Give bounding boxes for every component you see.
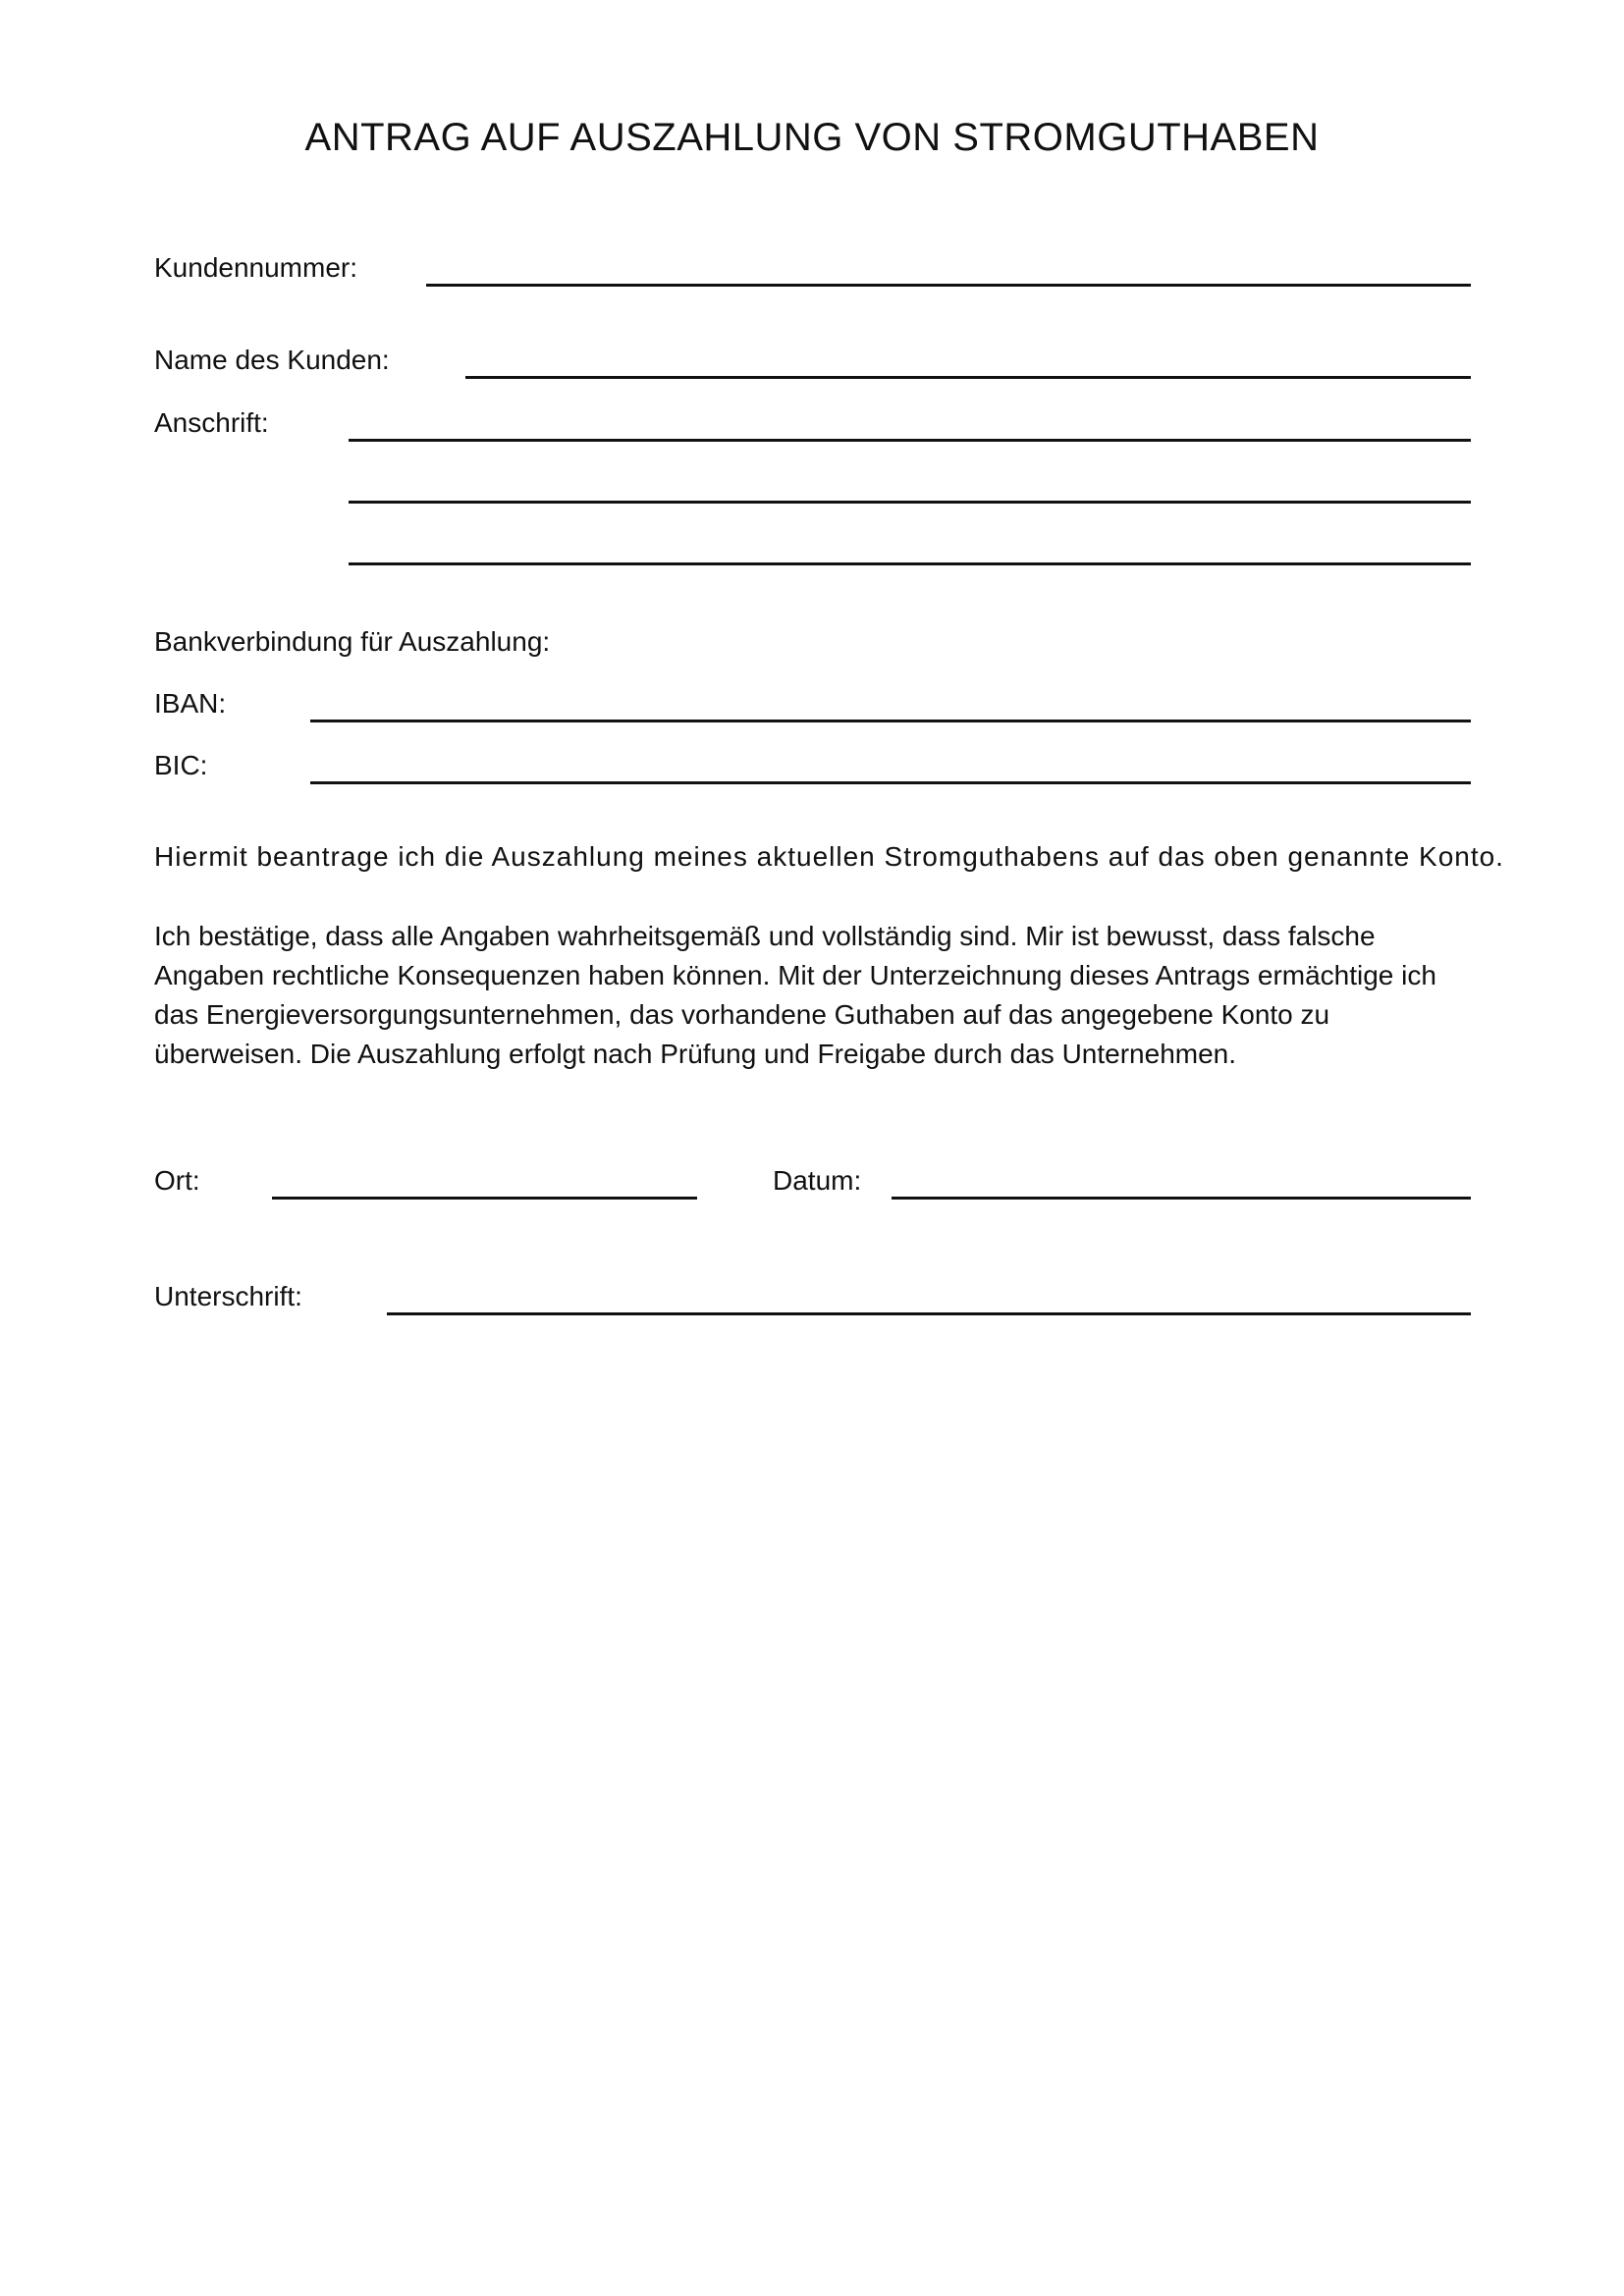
confirmation-line: überweisen. Die Auszahlung erfolgt nach Prüfung und Freigabe durch das Unternehmen.	[154, 1039, 1237, 1069]
date-line[interactable]	[892, 1197, 1471, 1200]
form-title: ANTRAG AUF AUSZAHLUNG VON STROMGUTHABEN	[304, 116, 1320, 159]
confirmation-line: Angaben rechtliche Konsequenzen haben können. Mit der Unterzeichnung dieses Antrags ermächtige ich	[154, 960, 1436, 990]
confirmation-line: das Energieversorgungsunternehmen, das vorhandene Guthaben auf das angegebene Konto zu	[154, 999, 1330, 1030]
place-label: Ort:	[154, 1165, 200, 1196]
iban-label: IBAN:	[154, 688, 227, 719]
signature-label: Unterschrift:	[154, 1281, 302, 1311]
signature-line[interactable]	[387, 1312, 1471, 1315]
customer-name-label: Name des Kunden:	[154, 345, 390, 375]
confirmation-paragraph	[154, 917, 1509, 1074]
bic-label: BIC:	[154, 750, 208, 780]
bic-line[interactable]	[310, 781, 1471, 784]
declaration-text: Hiermit beantrage ich die Auszahlung meines aktuellen Stromguthabens auf das oben genannte Konto.	[154, 841, 1504, 872]
customer-number-label: Kundennummer:	[154, 252, 358, 283]
address-line-2[interactable]	[349, 501, 1471, 504]
iban-line[interactable]	[310, 720, 1471, 722]
address-line-3[interactable]	[349, 562, 1471, 565]
address-line-1[interactable]	[349, 439, 1471, 442]
address-label: Anschrift:	[154, 407, 269, 438]
bank-details-heading: Bankverbindung für Auszahlung:	[154, 626, 551, 657]
date-label: Datum:	[773, 1165, 862, 1196]
customer-name-line[interactable]	[465, 376, 1471, 379]
customer-number-line[interactable]	[426, 284, 1471, 287]
place-line[interactable]	[272, 1197, 697, 1200]
confirmation-line: Ich bestätige, dass alle Angaben wahrheitsgemäß und vollständig sind. Mir ist bewusst, dass falsche	[154, 921, 1376, 951]
